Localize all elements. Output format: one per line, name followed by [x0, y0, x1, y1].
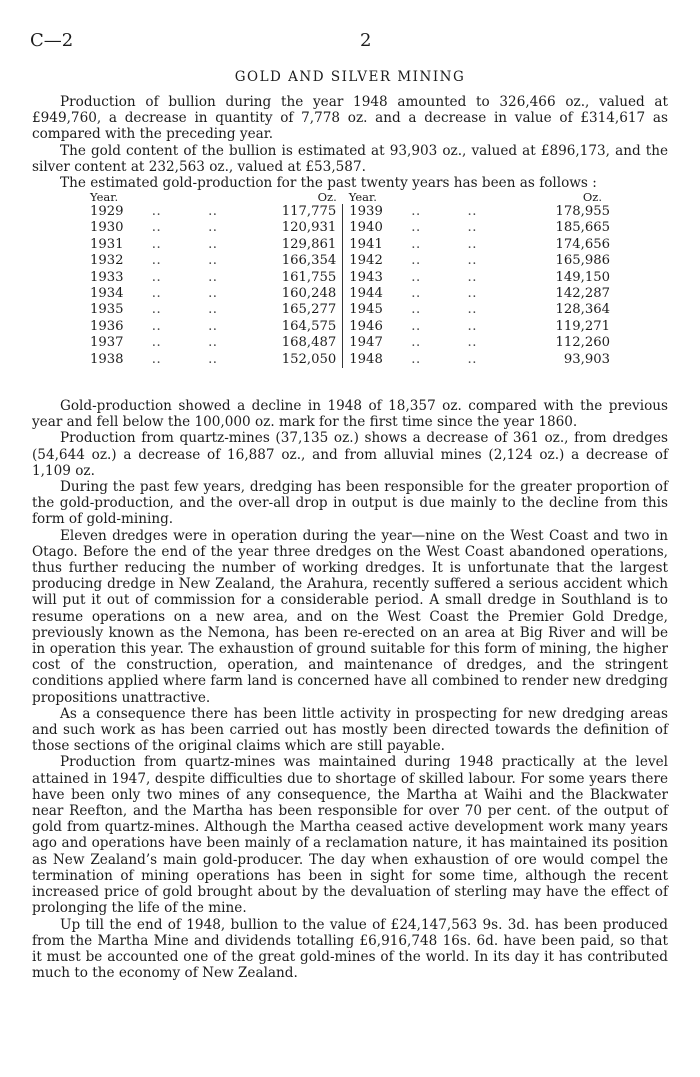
leader-dots-2: .. .. — [411, 351, 477, 367]
header-year-2: Year. — [348, 190, 377, 204]
oz-cell-2: 165,986 — [555, 253, 610, 269]
oz-cell: 165,277 — [281, 302, 337, 318]
oz-cell: 166,354 — [281, 253, 337, 269]
leader-dots-2: .. .. — [411, 286, 477, 302]
year-cell-2: 1946 — [343, 319, 411, 335]
year-cell: 1938 — [90, 351, 124, 367]
paragraph-martha-mine: Up till the end of 1948, bullion to the value of £24,147,563 9s. 3d. has been produced from the Martha Mine and dividends totalling £6,916,748 16s. 6d. have been paid, so that it must be accounted one of the great gold-mines of the world. In its day it has contributed much to the economy of New Zealand. — [32, 916, 668, 982]
leader-dots-2: .. .. — [411, 335, 477, 351]
table-row — [90, 352, 610, 368]
oz-cell-2: 142,287 — [555, 286, 610, 302]
year-cell-2: 1941 — [343, 237, 411, 253]
leader-dots: .. .. — [151, 220, 218, 236]
leader-dots: .. .. — [151, 204, 218, 219]
leader-dots: .. .. — [151, 335, 218, 351]
paragraph-dredging-proportion: During the past few years, dredging has been responsible for the greater proportion of the gold-production, and the over-all drop in output is due mainly to the decline from this form of gold-mining. — [32, 479, 668, 528]
table-row — [90, 319, 610, 335]
oz-cell: 152,050 — [281, 351, 337, 367]
year-cell: 1936 — [90, 318, 124, 334]
paragraph-production-sources: Production from quartz-mines (37,135 oz.) shows a decrease of 361 oz., from dredges (54,644 oz.) a decrease of 16,887 oz., and from alluvial mines (2,124 oz.) a decrease of 1,109 oz. — [32, 430, 668, 479]
leader-dots: .. .. — [151, 269, 218, 285]
leader-dots-2: .. .. — [411, 236, 477, 252]
oz-cell-2: 149,150 — [555, 269, 610, 285]
oz-cell-2: 174,656 — [555, 236, 610, 252]
oz-cell: 164,575 — [281, 318, 337, 334]
header-oz: Oz. — [317, 190, 337, 204]
table-row — [90, 286, 610, 302]
oz-cell-2: 93,903 — [563, 351, 610, 367]
header-year: Year. — [90, 190, 119, 204]
oz-cell: 129,861 — [281, 236, 337, 252]
year-cell: 1937 — [90, 335, 124, 351]
paragraph-bullion-production: Production of bullion during the year 1948 amounted to 326,466 oz., valued at £949,760, a decrease in quantity of 7,778 oz. and a decrease in value of £314,617 as compared with the preceding year. — [32, 94, 668, 143]
oz-cell-2: 128,364 — [555, 302, 610, 318]
year-cell-2: 1948 — [343, 352, 411, 368]
year-cell-2: 1942 — [343, 253, 411, 269]
table-row — [90, 270, 610, 286]
table-row — [90, 302, 610, 318]
paragraph-decline: Gold-production showed a decline in 1948 of 18,357 oz. compared with the previous year and fell below the 100,000 oz. mark for the first time since the year 1860. — [32, 398, 668, 431]
leader-dots-2: .. .. — [411, 253, 477, 269]
year-cell: 1931 — [90, 236, 124, 252]
paragraph-dredges-operation: Eleven dredges were in operation during the year—nine on the West Coast and two in Otago. Before the end of the year three dredges on the West Coast abandoned operations, thus further reducing the number of working dredges. It is unfortunate that the largest producing dredge in New Zealand, the Arahura, recently suffered a serious accident which will put it out of commission for a considerable period. A small dredge in Southland is to resume operations on a new area, and on the West Coast the Premier Gold Dredge, previously known as the Nemona, has been re-erected on an area at Big River and will be in operation this year. The exhaustion of ground suitable for this form of mining, the higher cost of the construction, operation, and maintenance of dredges, and the stringent conditions applied where farm land is concerned have all combined to render new dredging propositions unattractive. — [32, 527, 668, 706]
leader-dots: .. .. — [151, 286, 218, 302]
table-row — [90, 335, 610, 351]
oz-cell-2: 185,665 — [555, 220, 610, 236]
oz-cell: 168,487 — [281, 335, 337, 351]
oz-cell-2: 178,955 — [555, 204, 610, 219]
leader-dots-2: .. .. — [411, 318, 477, 334]
year-cell-2: 1943 — [343, 270, 411, 286]
table-row — [90, 204, 610, 220]
table-header-row — [90, 190, 610, 204]
oz-cell-2: 112,260 — [555, 335, 610, 351]
year-cell: 1935 — [90, 302, 124, 318]
paragraph-quartz-mines: Production from quartz-mines was maintained during 1948 practically at the level attained in 1947, despite difficulties due to shortage of skilled labour. For some years there have been only two mines of any consequence, the Martha at Waihi and the Blackwater near Reefton, and the Martha has been responsible for over 70 per cent. of the output of gold from quartz-mines. Although the Martha ceased active development work many years ago and operations have been mainly of a reclamation nature, it has maintained its position as New Zealand’s main gold-producer. The day when exhaustion of ore would compel the termination of mining operations has been in sight for some time, although the recent increased price of gold brought about by the devaluation of sterling may have the effect of prolonging the life of the mine. — [32, 754, 668, 917]
leader-dots: .. .. — [151, 318, 218, 334]
leader-dots-2: .. .. — [411, 269, 477, 285]
leader-dots-2: .. .. — [411, 302, 477, 318]
paragraph-table-intro: The estimated gold-production for the past twenty years has been as follows : — [60, 175, 597, 192]
oz-cell: 161,755 — [281, 269, 337, 285]
year-cell: 1933 — [90, 269, 124, 285]
leader-dots: .. .. — [151, 351, 218, 367]
table-row — [90, 237, 610, 253]
table-row — [90, 220, 610, 236]
document-reference: C—2 — [30, 30, 74, 51]
year-cell-2: 1939 — [343, 204, 411, 220]
year-cell-2: 1940 — [343, 220, 411, 236]
oz-cell-2: 119,271 — [555, 318, 610, 334]
year-cell: 1930 — [90, 220, 124, 236]
table-row — [90, 253, 610, 269]
discussion-paragraphs — [32, 398, 668, 981]
gold-production-table — [90, 190, 610, 368]
year-cell: 1932 — [90, 253, 124, 269]
oz-cell: 117,775 — [281, 204, 337, 219]
intro-paragraphs — [32, 94, 668, 191]
page-number: 2 — [360, 30, 372, 51]
paragraph-gold-silver-content: The gold content of the bullion is estimated at 93,903 oz., valued at £896,173, and the silver content at 232,563 oz., valued at £53,587. — [32, 142, 668, 175]
year-cell-2: 1944 — [343, 286, 411, 302]
header-oz-2: Oz. — [582, 190, 602, 204]
leader-dots: .. .. — [151, 253, 218, 269]
oz-cell: 160,248 — [281, 286, 337, 302]
year-cell: 1934 — [90, 286, 124, 302]
paragraph-prospecting: As a consequence there has been little activity in prospecting for new dredging areas and such work as has been carried out has mostly been directed towards the definition of those sections of the original claims which are still payable. — [32, 705, 668, 755]
page-header — [30, 30, 650, 54]
oz-cell: 120,931 — [281, 220, 337, 236]
leader-dots-2: .. .. — [411, 204, 477, 219]
year-cell-2: 1945 — [343, 302, 411, 318]
leader-dots-2: .. .. — [411, 220, 477, 236]
year-cell: 1929 — [90, 204, 124, 219]
leader-dots: .. .. — [151, 236, 218, 252]
year-cell-2: 1947 — [343, 335, 411, 351]
section-title: GOLD AND SILVER MINING — [234, 69, 466, 85]
leader-dots: .. .. — [151, 302, 218, 318]
